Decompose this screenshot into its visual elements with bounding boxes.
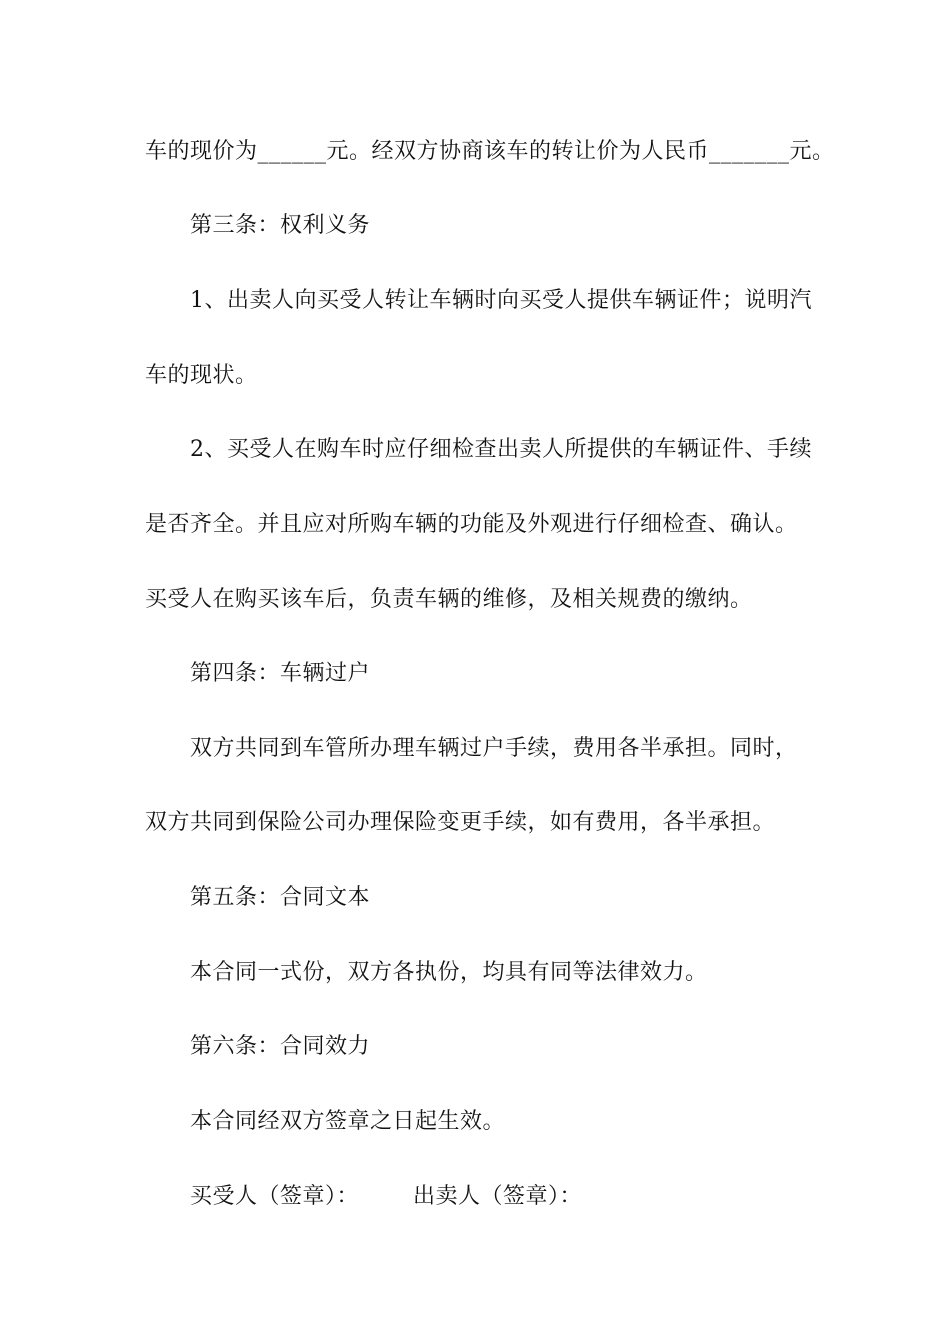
buyer-signature-label: 买受人（签章）： xyxy=(190,1184,360,1209)
section-heading-text: 第五条：合同文本 xyxy=(190,885,371,910)
paragraph-copies: 本合同一式份，双方各执份，均具有同等法律效力。 xyxy=(190,960,708,985)
paragraph-clause-2-cont: 是否齐全。并且应对所购车辆的功能及外观进行仔细检查、确认。 xyxy=(145,512,798,537)
paragraph-clause-2: 2、买受人在购车时应仔细检查出卖人所提供的车辆证件、手续 xyxy=(190,437,812,462)
paragraph-clause-2-cont2: 买受人在购买该车后，负责车辆的维修，及相关规费的缴纳。 xyxy=(145,587,753,612)
section-heading-effect: 第六条：合同效力 xyxy=(190,1034,371,1059)
paragraph-clause-1: 1、出卖人向买受人转让车辆时向买受人提供车辆证件；说明汽 xyxy=(190,288,812,313)
section-heading-transfer: 第四条：车辆过户 xyxy=(190,661,371,686)
paragraph-transfer-cont: 双方共同到保险公司办理保险变更手续，如有费用，各半承担。 xyxy=(145,810,776,835)
paragraph-price: 车的现价为______元。经双方协商该车的转让价为人民币_______元。 xyxy=(145,139,835,164)
paragraph-transfer: 双方共同到车管所办理车辆过户手续，费用各半承担。同时， xyxy=(190,736,798,761)
section-heading-rights: 第三条：权利义务 xyxy=(190,213,371,238)
seller-signature-label: 出卖人（签章）： xyxy=(413,1184,583,1209)
paragraph-effect: 本合同经双方签章之日起生效。 xyxy=(190,1109,506,1134)
paragraph-clause-1-cont: 车的现状。 xyxy=(145,363,258,388)
